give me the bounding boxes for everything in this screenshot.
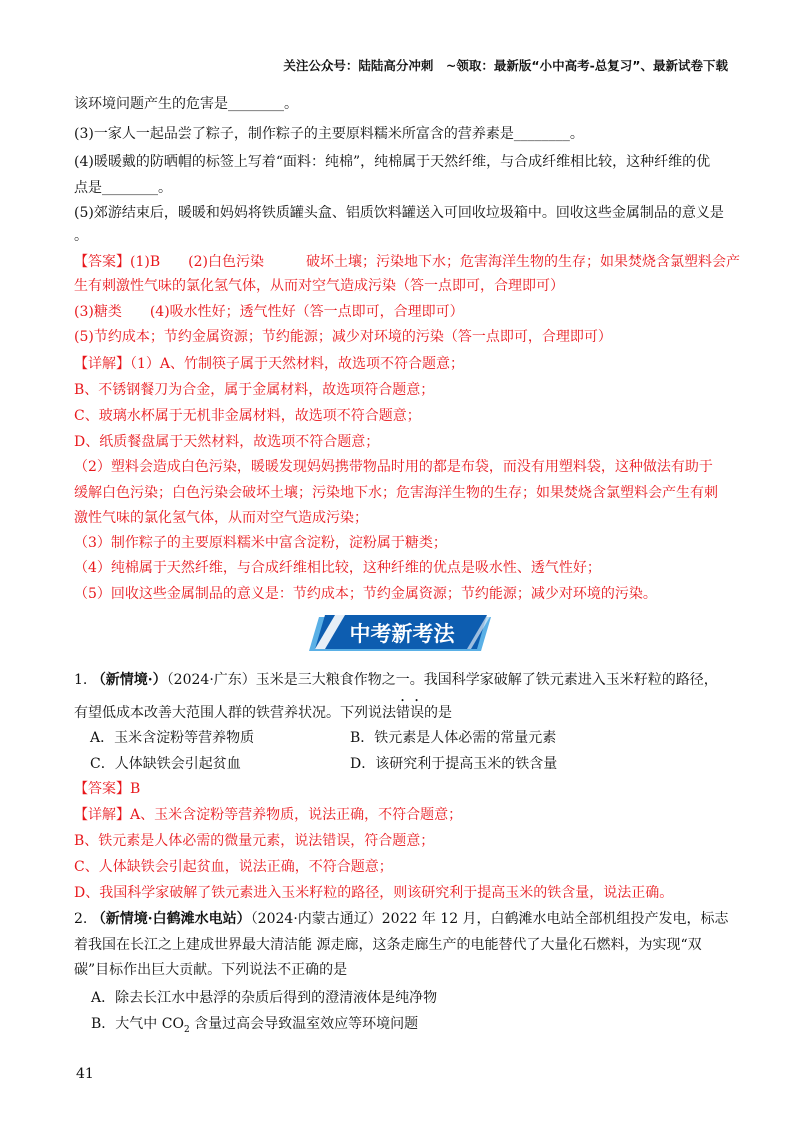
question-2-line3: 碳”目标作出巨大贡献。下列说法不正确的是 (74, 962, 348, 978)
text-line: (3)一家人一起品尝了粽子，制作粽子的主要原料糯米所富含的营养素是________。 (74, 126, 584, 142)
detail-line: 【详解】（1）A、竹制筷子属于天然材料，故选项不符合题意； (74, 356, 465, 372)
section-banner (305, 613, 495, 655)
option-a: A．除去长江水中悬浮的杂质后得到的澄清液体是纯净物 (91, 990, 438, 1006)
question-text: 有望低成本改善大范围人群的铁营养状况。下列说法 (74, 705, 396, 721)
question-text: （2024·广东）玉米是三大粮食作物之一。我国科学家破解了铁元素进入玉米籽粒的路径， (166, 672, 718, 688)
option-a: A．玉米含淀粉等营养物质 (90, 730, 255, 746)
subscript: 2 (183, 1024, 190, 1035)
text-line: 。 (74, 228, 88, 244)
question-tag: （新情境·） (91, 672, 167, 688)
question-tag: （新情境·白鹤滩水电站） (91, 911, 251, 927)
page-number: 41 (76, 1066, 94, 1082)
question-text: （2024·内蒙古通辽）2022 年 12 月，白鹤滩水电站全部机组投产发电，标志 (250, 911, 729, 927)
text-line: (4)暖暖戴的防晒帽的标签上写着“面料：纯棉”，纯棉属于天然纤维，与合成纤维相比较，这种纤维的优 (74, 154, 711, 170)
detail-line: （3）制作粽子的主要原料糯米中富含淀粉，淀粉属于糖类； (74, 535, 447, 551)
detail-line: C、人体缺铁会引起贫血，说法正确，不符合题意； (74, 859, 393, 875)
page-header: 关注公众号：陆陆高分冲刺 ~领取：最新版“小中高考-总复习”、最新试卷下载 (283, 58, 728, 73)
option-b: B．铁元素是人体必需的常量元素 (350, 730, 557, 746)
detail-line: 激性气味的氯化氢气体，从而对空气造成污染； (74, 510, 368, 526)
question-2-line (74, 909, 729, 929)
detail-line: C、玻璃水杯属于无机非金属材料，故选项不符合题意； (74, 408, 421, 424)
banner-graphic (305, 613, 495, 655)
option-text: 含量过高会导致温室效应等环境问题 (189, 1016, 419, 1032)
answer-line: 生有刺激性气味的氯化氢气体，从而对空气造成污染（答一点即可，合理即可） (74, 278, 564, 294)
detail-line: 缓解白色污染；白色污染会破坏土壤；污染地下水；危害海洋生物的生存；如果焚烧含氯塑料会产生有刺 (74, 485, 718, 501)
detail-line: （5）回收这些金属制品的意义是：节约成本；节约金属资源；节约能源；减少对环境的污染。 (74, 586, 657, 602)
detail-line: （4）纯棉属于天然纤维，与合成纤维相比较，这种纤维的优点是吸水性、透气性好； (74, 560, 601, 576)
detail-line: 【详解】A、玉米含淀粉等营养物质，说法正确，不符合题意； (74, 807, 463, 823)
option-b (91, 1014, 418, 1040)
question-1-line (74, 670, 718, 690)
question-number: 1. (74, 672, 88, 688)
question-1-line2 (74, 697, 452, 723)
detail-line: B、铁元素是人体必需的微量元素，说法错误，符合题意； (74, 833, 435, 849)
detail-line: D、纸质餐盘属于天然材料，故选项不符合题意； (74, 434, 380, 450)
text-line: 该环境问题产生的危害是________。 (74, 96, 298, 112)
answer-line: 【答案】(1)B (2)白色污染 破坏土壤；污染地下水；危害海洋生物的生存；如果焚烧含氯塑料会产 (74, 254, 740, 270)
option-d: D．该研究利于提高玉米的铁含量 (350, 756, 558, 772)
detail-line: D、我国科学家破解了铁元素进入玉米籽粒的路径，则该研究利于提高玉米的铁含量，说法正确。 (74, 885, 674, 901)
banner-title: 中考新考法 (349, 622, 455, 646)
detail-line: （2）塑料会造成白色污染，暖暖发现妈妈携带物品时用的都是布袋，而没有用塑料袋，这种做法有助于 (74, 459, 713, 475)
question-2-line2: 着我国在长江之上建成世界最大清洁能 源走廊，这条走廊生产的电能替代了大量化石燃料，为实现“双 (74, 937, 702, 953)
answer-line: (5)节约成本；节约金属资源；节约能源；减少对环境的污染（答一点即可，合理即可） (74, 329, 612, 345)
text-line: 点是________。 (74, 180, 172, 196)
option-c: C．人体缺铁会引起贫血 (90, 756, 241, 772)
detail-line: B、不锈钢餐刀为合金，属于金属材料，故选项符合题意； (74, 382, 435, 398)
question-text: 的是 (424, 705, 452, 721)
answer-line: 【答案】B (74, 781, 141, 797)
answer-line: (3)糖类 (4)吸水性好；透气性好（答一点即可，合理即可） (74, 304, 464, 320)
question-number: 2. (74, 911, 88, 927)
emphasis-word: 错误 (396, 705, 424, 721)
text-line: (5)郊游结束后，暖暖和妈妈将铁质罐头盒、铝质饮料罐送入可回收垃圾箱中。回收这些金属制品的意义是 (74, 205, 724, 221)
option-text: B．大气中 CO (91, 1016, 184, 1032)
